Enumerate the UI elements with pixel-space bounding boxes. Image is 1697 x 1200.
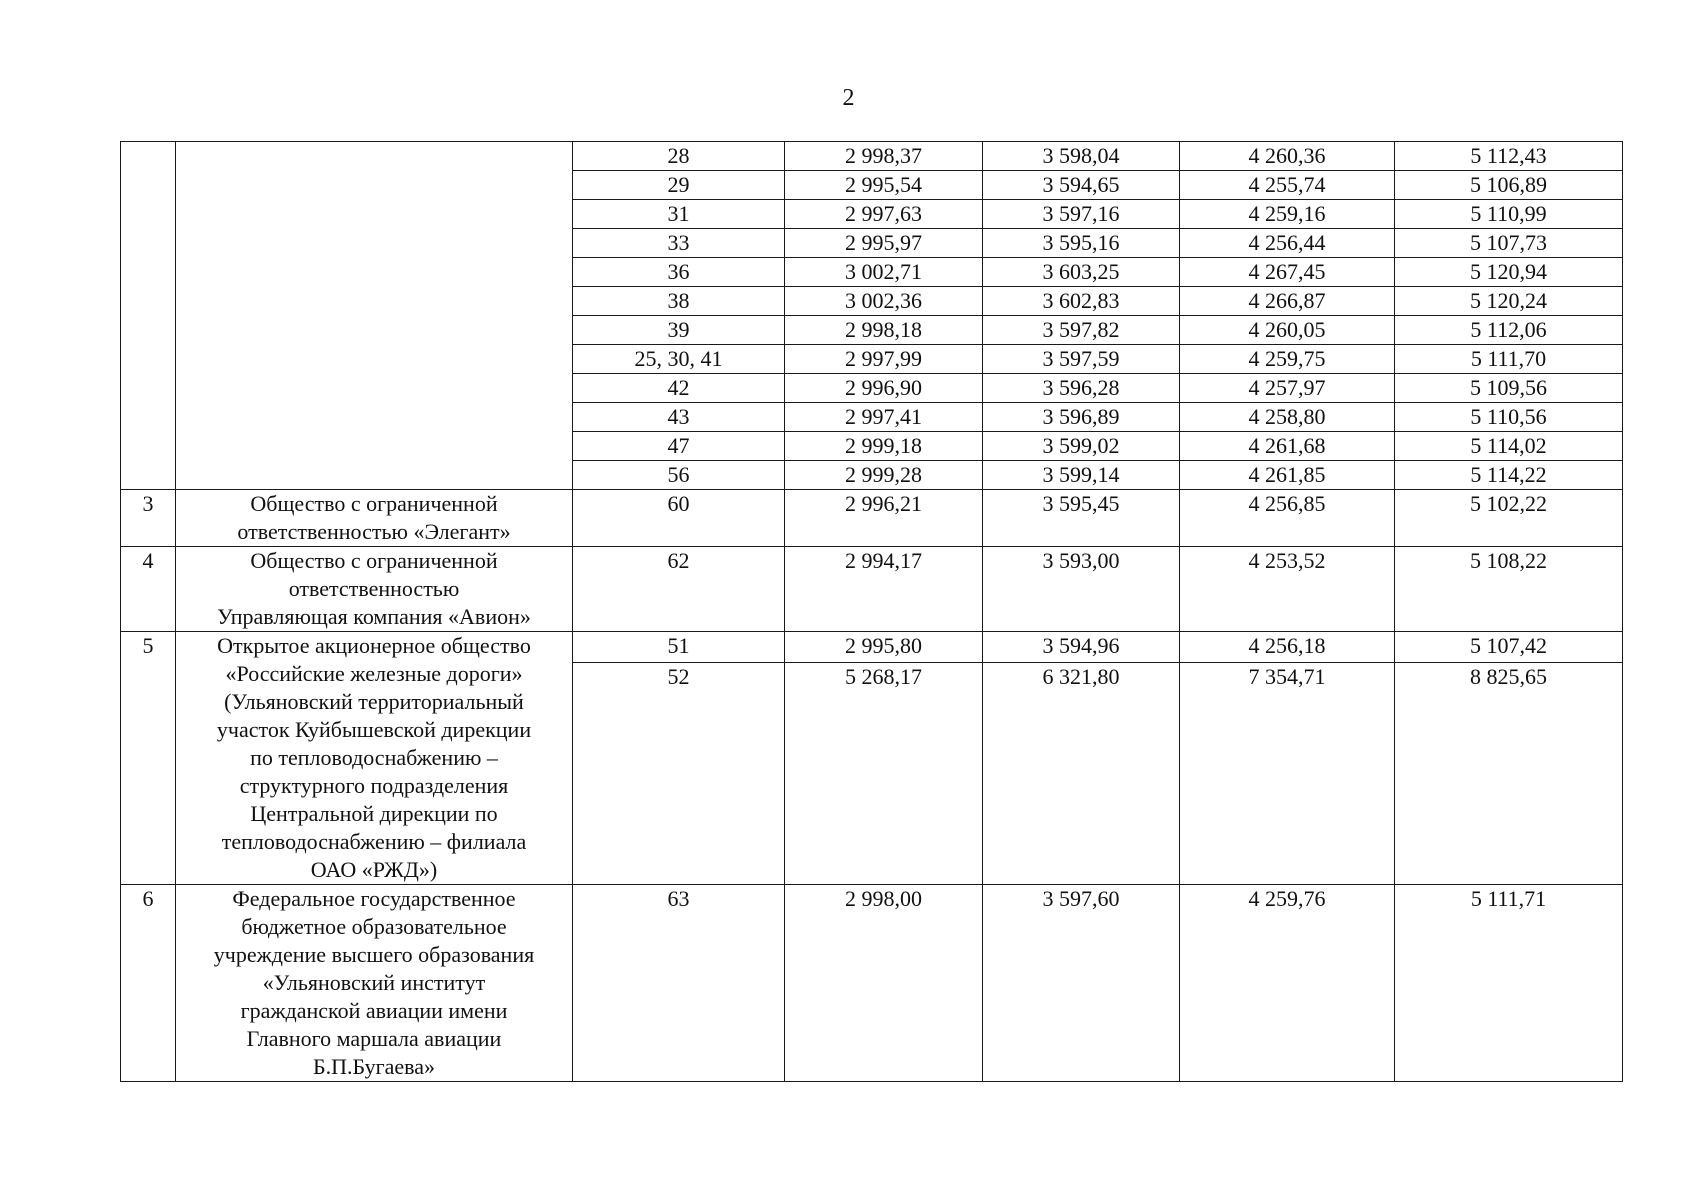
organization-name-line: (Ульяновский территориальный — [224, 689, 524, 714]
page-number: 2 — [842, 85, 855, 111]
organization-name-line: Общество с ограниченной — [250, 491, 498, 516]
tariff-value-cell: 5 108,22 — [1395, 547, 1623, 632]
organization-name-line: Центральной дирекции по — [250, 801, 498, 826]
organization-name-line: ОАО «РЖД») — [310, 857, 438, 882]
tariff-value-cell: 2 998,37 — [785, 142, 983, 171]
organization-name-line: структурного подразделения — [239, 773, 509, 798]
table-row — [121, 547, 1623, 632]
tariff-value-cell: 8 825,65 — [1395, 663, 1623, 885]
tariff-value-cell: 3 598,04 — [983, 142, 1180, 171]
tariff-value-cell: 5 107,42 — [1395, 632, 1623, 663]
index-cell-empty — [121, 142, 176, 490]
tariff-value-cell: 3 594,96 — [983, 632, 1180, 663]
tariff-value-cell: 2 995,80 — [785, 632, 983, 663]
tariff-value-cell: 5 106,89 — [1395, 171, 1623, 200]
tariff-value-cell: 3 597,59 — [983, 345, 1180, 374]
row-index-cell: 5 — [121, 632, 176, 885]
tariff-value-cell: 3 594,65 — [983, 171, 1180, 200]
tariff-value-cell: 6 321,80 — [983, 663, 1180, 885]
tariff-value-cell: 3 002,36 — [785, 287, 983, 316]
tariff-value-cell: 5 111,71 — [1395, 885, 1623, 1082]
tariff-table — [120, 141, 1623, 1082]
table-row — [121, 142, 1623, 171]
tariff-value-cell: 2 999,28 — [785, 461, 983, 490]
tariff-value-cell: 5 268,17 — [785, 663, 983, 885]
consumer-code-cell: 29 — [573, 171, 785, 200]
tariff-value-cell: 3 602,83 — [983, 287, 1180, 316]
tariff-value-cell: 4 256,85 — [1180, 490, 1395, 547]
organization-name-line: тепловодоснабжению – филиала — [221, 829, 527, 854]
tariff-value-cell: 4 261,68 — [1180, 432, 1395, 461]
row-index-cell: 4 — [121, 547, 176, 632]
organization-name-line: Общество с ограниченной — [250, 548, 498, 573]
tariff-value-cell: 2 997,63 — [785, 200, 983, 229]
organization-name-line: Открытое акционерное общество — [217, 633, 531, 658]
tariff-value-cell: 7 354,71 — [1180, 663, 1395, 885]
consumer-code-cell: 42 — [573, 374, 785, 403]
tariff-value-cell: 4 259,16 — [1180, 200, 1395, 229]
tariff-value-cell: 2 995,54 — [785, 171, 983, 200]
tariff-value-cell: 4 267,45 — [1180, 258, 1395, 287]
organization-name-cell — [176, 885, 573, 1082]
consumer-code-cell: 28 — [573, 142, 785, 171]
organization-name-line: ответственностью — [288, 576, 460, 601]
organization-name-line: Федеральное государственное — [232, 886, 516, 911]
tariff-value-cell: 3 603,25 — [983, 258, 1180, 287]
consumer-code-cell: 62 — [573, 547, 785, 632]
tariff-value-cell: 3 002,71 — [785, 258, 983, 287]
tariff-value-cell: 2 995,97 — [785, 229, 983, 258]
tariff-value-cell: 4 253,52 — [1180, 547, 1395, 632]
consumer-code-cell: 56 — [573, 461, 785, 490]
organization-name-cell — [176, 632, 573, 885]
tariff-value-cell: 5 110,99 — [1395, 200, 1623, 229]
organization-name-line: Управляющая компания «Авион» — [217, 604, 531, 629]
organization-name-line: по тепловодоснабжению – — [250, 745, 498, 770]
tariff-value-cell: 4 259,76 — [1180, 885, 1395, 1082]
tariff-value-cell: 4 259,75 — [1180, 345, 1395, 374]
organization-name-cell — [176, 547, 573, 632]
consumer-code-cell: 36 — [573, 258, 785, 287]
consumer-code-cell: 47 — [573, 432, 785, 461]
tariff-value-cell: 5 112,43 — [1395, 142, 1623, 171]
consumer-code-cell: 39 — [573, 316, 785, 345]
tariff-value-cell: 3 593,00 — [983, 547, 1180, 632]
organization-name-line: гражданской авиации имени — [240, 998, 508, 1023]
consumer-code-cell: 43 — [573, 403, 785, 432]
consumer-code-cell: 51 — [573, 632, 785, 663]
tariff-value-cell: 5 110,56 — [1395, 403, 1623, 432]
tariff-value-cell: 5 114,02 — [1395, 432, 1623, 461]
tariff-value-cell: 5 120,94 — [1395, 258, 1623, 287]
tariff-value-cell: 4 256,44 — [1180, 229, 1395, 258]
tariff-value-cell: 3 595,45 — [983, 490, 1180, 547]
tariff-value-cell: 5 102,22 — [1395, 490, 1623, 547]
consumer-code-cell: 63 — [573, 885, 785, 1082]
tariff-value-cell: 5 111,70 — [1395, 345, 1623, 374]
organization-name-line: «Российские железные дороги» — [225, 661, 523, 686]
tariff-value-cell: 3 597,16 — [983, 200, 1180, 229]
tariff-value-cell: 3 597,82 — [983, 316, 1180, 345]
tariff-value-cell: 3 596,28 — [983, 374, 1180, 403]
tariff-value-cell: 5 107,73 — [1395, 229, 1623, 258]
tariff-value-cell: 3 599,02 — [983, 432, 1180, 461]
tariff-value-cell: 2 997,99 — [785, 345, 983, 374]
tariff-value-cell: 2 998,00 — [785, 885, 983, 1082]
consumer-code-cell: 60 — [573, 490, 785, 547]
tariff-value-cell: 2 994,17 — [785, 547, 983, 632]
tariff-value-cell: 4 256,18 — [1180, 632, 1395, 663]
table-row — [121, 490, 1623, 547]
tariff-value-cell: 4 261,85 — [1180, 461, 1395, 490]
row-index-cell: 6 — [121, 885, 176, 1082]
table-row — [121, 632, 1623, 663]
tariff-value-cell: 2 998,18 — [785, 316, 983, 345]
organization-cell-empty — [176, 142, 573, 490]
tariff-value-cell: 5 120,24 — [1395, 287, 1623, 316]
consumer-code-cell: 25, 30, 41 — [573, 345, 785, 374]
organization-name-line: учреждение высшего образования — [213, 942, 535, 967]
tariff-value-cell: 2 997,41 — [785, 403, 983, 432]
tariff-value-cell: 4 266,87 — [1180, 287, 1395, 316]
tariff-value-cell: 5 112,06 — [1395, 316, 1623, 345]
consumer-code-cell: 52 — [573, 663, 785, 885]
tariff-value-cell: 4 258,80 — [1180, 403, 1395, 432]
organization-name-line: бюджетное образовательное — [241, 914, 507, 939]
organization-name-line: участок Куйбышевской дирекции — [216, 717, 532, 742]
consumer-code-cell: 38 — [573, 287, 785, 316]
organization-name-line: Б.П.Бугаева» — [312, 1054, 436, 1079]
tariff-value-cell: 3 597,60 — [983, 885, 1180, 1082]
table-row — [121, 885, 1623, 1082]
tariff-value-cell: 3 595,16 — [983, 229, 1180, 258]
organization-name-line: ответственностью «Элегант» — [237, 519, 511, 544]
consumer-code-cell: 33 — [573, 229, 785, 258]
organization-name-cell — [176, 490, 573, 547]
organization-name-line: «Ульяновский институт — [262, 970, 486, 995]
consumer-code-cell: 31 — [573, 200, 785, 229]
tariff-value-cell: 2 999,18 — [785, 432, 983, 461]
tariff-value-cell: 4 260,36 — [1180, 142, 1395, 171]
tariff-value-cell: 3 599,14 — [983, 461, 1180, 490]
organization-name-line: Главного маршала авиации — [246, 1026, 502, 1051]
row-index-cell: 3 — [121, 490, 176, 547]
tariff-value-cell: 2 996,21 — [785, 490, 983, 547]
tariff-value-cell: 5 114,22 — [1395, 461, 1623, 490]
tariff-value-cell: 2 996,90 — [785, 374, 983, 403]
tariff-value-cell: 4 257,97 — [1180, 374, 1395, 403]
tariff-value-cell: 3 596,89 — [983, 403, 1180, 432]
tariff-value-cell: 4 260,05 — [1180, 316, 1395, 345]
tariff-value-cell: 4 255,74 — [1180, 171, 1395, 200]
tariff-value-cell: 5 109,56 — [1395, 374, 1623, 403]
